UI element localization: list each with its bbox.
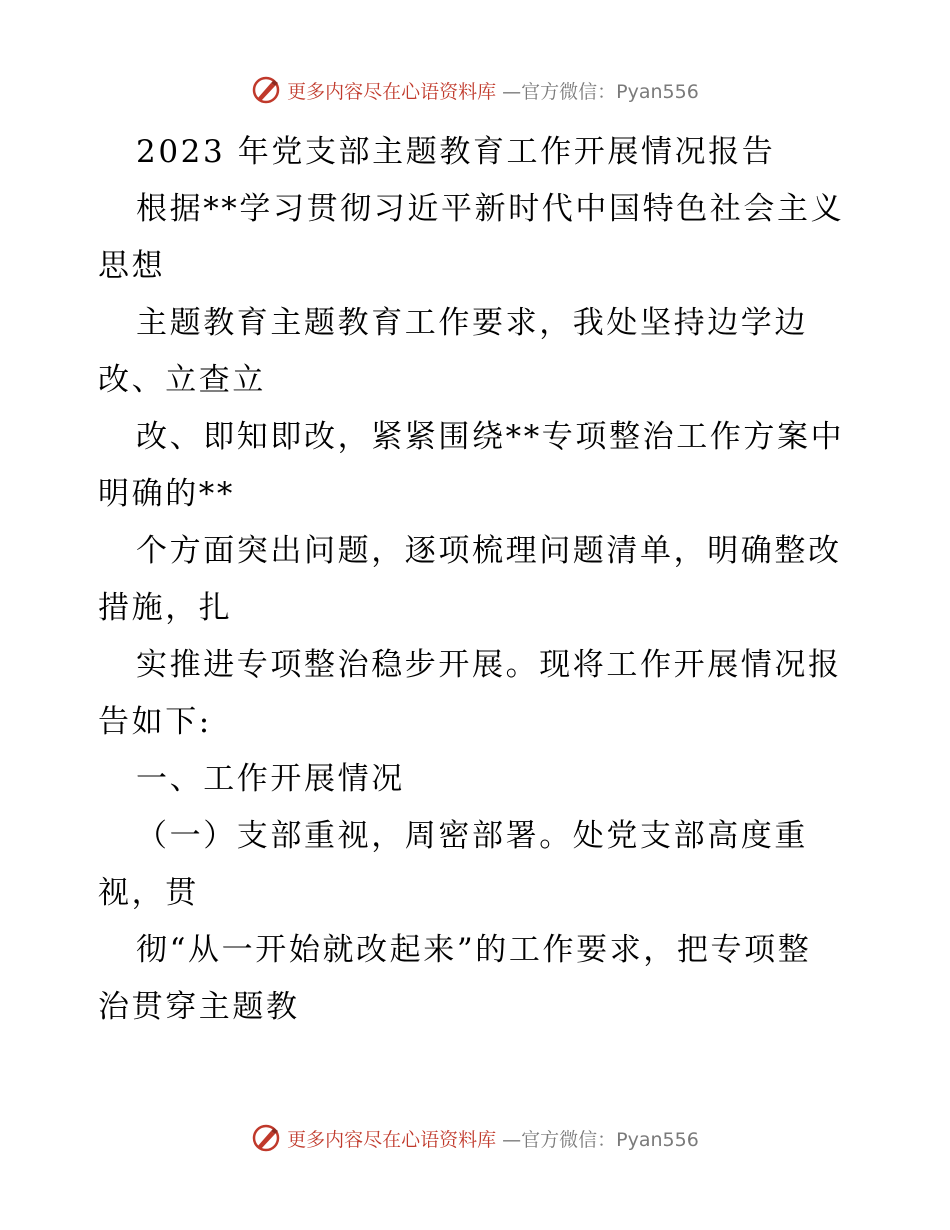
section-heading: 一、工作开展情况: [136, 761, 405, 797]
paragraph-line: 明确的**: [98, 476, 235, 512]
subsection-heading-line: （一）支部重视，周密部署。处党支部高度重: [136, 818, 808, 854]
watermark-wechat-text: —官方微信：Pyan556: [502, 1128, 699, 1151]
paragraph-line: 改、即知即改，紧紧围绕**专项整治工作方案中: [136, 419, 845, 455]
watermark-site-text: 更多内容尽在心语资料库: [287, 80, 497, 103]
watermark-wechat-text: —官方微信：Pyan556: [502, 80, 699, 103]
paragraph-line: 治贯穿主题教: [98, 989, 300, 1025]
pen-logo-icon: [251, 1123, 281, 1153]
paragraph-line: 彻“从一开始就改起来”的工作要求，把专项整: [136, 932, 812, 968]
document-body: [98, 124, 858, 1036]
paragraph-line: 告如下:: [98, 704, 212, 740]
paragraph-line: 措施，扎: [98, 590, 233, 626]
paragraph-line: 主题教育主题教育工作要求，我处坚持边学边: [136, 305, 808, 341]
header-watermark: [0, 70, 950, 110]
paragraph-line: 思想: [98, 248, 166, 284]
paragraph-line: 实推进专项整治稳步开展。现将工作开展情况报: [136, 647, 842, 683]
footer-watermark: [0, 1118, 950, 1158]
paragraph-line: 改、立查立: [98, 362, 266, 398]
pen-logo-icon: [251, 75, 281, 105]
paragraph-line: 视，贯: [98, 875, 199, 911]
paragraph-line: 根据**学习贯彻习近平新时代中国特色社会主义: [136, 191, 845, 227]
document-title: 2023 年党支部主题教育工作开展情况报告: [136, 134, 776, 170]
paragraph-line: 个方面突出问题，逐项梳理问题清单，明确整改: [136, 533, 842, 569]
watermark-site-text: 更多内容尽在心语资料库: [287, 1128, 497, 1151]
